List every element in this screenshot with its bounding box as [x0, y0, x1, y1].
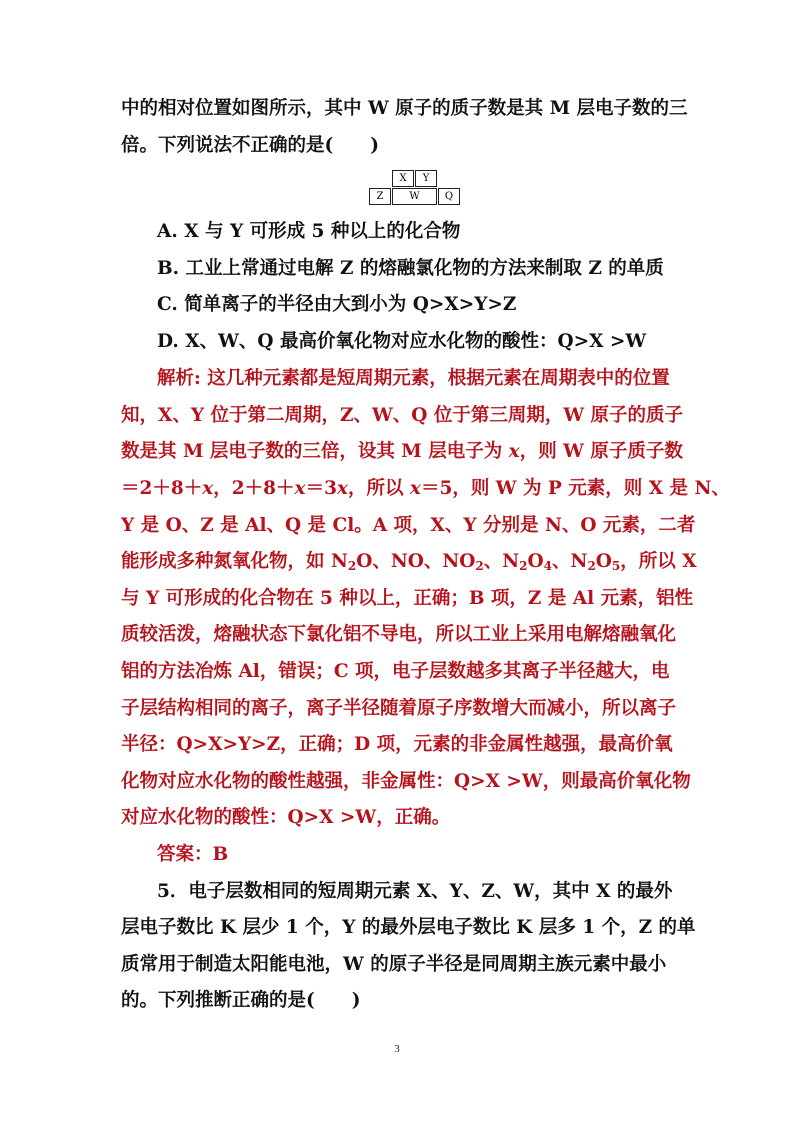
analysis-line-13: 对应水化物的酸性：Q>X >W，正确。	[121, 807, 451, 828]
analysis-text: 、N	[552, 551, 588, 572]
table-cell-x: X	[392, 170, 414, 187]
subscript: 4	[543, 559, 553, 573]
analysis-text: ＝2＋8＋	[121, 478, 203, 499]
analysis-text: 数是其 M 层电子数的三倍，设其 M 层电子为	[121, 441, 509, 462]
analysis-line-11: 半径：Q>X>Y>Z，正确；D 项，元素的非金属性越强，最高价氧	[121, 734, 673, 755]
subscript: 2	[519, 559, 528, 573]
variable-x: x	[202, 478, 214, 499]
variable-x: x	[336, 478, 348, 499]
variable-x: x	[294, 478, 306, 499]
option-a: A. X 与 Y 可形成 5 种以上的化合物	[157, 221, 461, 242]
q5-line-2: 层电子数比 K 层少 1 个，Y 的最外层电子数比 K 层多 1 个，Z 的单	[121, 917, 696, 938]
q4-stem-line-2: 倍。下列说法不正确的是( )	[121, 135, 380, 156]
answer: 答案：B	[157, 844, 229, 865]
q5-line-3: 质常用于制造太阳能电池，W 的原子半径是同周期主族元素中最小	[121, 954, 667, 975]
subscript: 2	[587, 559, 596, 573]
analysis-text: 能形成多种氮氧化物，如 N	[121, 551, 348, 572]
q5-line-4: 的。下列推断正确的是( )	[121, 990, 361, 1011]
table-cell-q: Q	[438, 188, 460, 205]
analysis-text: ＝5，则 W 为 P 元素，则 X 是 N、	[420, 478, 730, 499]
page-number: 3	[394, 1043, 400, 1055]
analysis-line-2: 知，X、Y 位于第二周期，Z、W、Q 位于第三周期，W 原子的质子	[121, 405, 684, 426]
analysis-text: ，则 W 原子质子数	[519, 441, 683, 462]
analysis-line-9: 铝的方法冶炼 Al，错误；C 项，电子层数越多其离子半径越大，电	[121, 661, 670, 682]
variable-x: x	[508, 441, 520, 462]
analysis-line-4	[121, 477, 794, 501]
analysis-text: O、NO、NO	[356, 551, 476, 572]
q4-stem-line-1: 中的相对位置如图所示，其中 W 原子的质子数是其 M 层电子数的三	[121, 98, 688, 119]
analysis-line-3	[121, 440, 794, 464]
analysis-text: O	[527, 551, 544, 572]
analysis-text: : 这几种元素都是短周期元素，根据元素在周期表中的位置	[194, 368, 670, 389]
table-cell-y: Y	[415, 170, 437, 187]
analysis-text: ，2＋8＋	[213, 478, 295, 499]
analysis-label: 解析	[157, 368, 195, 389]
analysis-text: O	[595, 551, 612, 572]
subscript: 2	[347, 559, 357, 573]
option-b: B. 工业上常通过电解 Z 的熔融氯化物的方法来制取 Z 的单质	[157, 258, 664, 279]
periodic-table-fragment	[369, 170, 461, 206]
analysis-line-7: 与 Y 可形成的化合物在 5 种以上，正确；B 项，Z 是 Al 元素，铝性	[121, 588, 694, 609]
variable-x: x	[409, 478, 421, 499]
analysis-line-8: 质较活泼，熔融状态下氯化铝不导电，所以工业上采用电解熔融氧化	[121, 624, 677, 645]
analysis-line-5: Y 是 O、Z 是 Al、Q 是 Cl。A 项，X、Y 分别是 N、O 元素，二者	[121, 515, 696, 536]
analysis-text: ，所以	[347, 478, 410, 499]
analysis-text: ，所以 X	[620, 551, 697, 572]
option-d: D. X、W、Q 最高价氧化物对应水化物的酸性：Q>X >W	[157, 331, 647, 352]
q5-line-1: 5．电子层数相同的短周期元素 X、Y、Z、W，其中 X 的最外	[157, 881, 673, 902]
analysis-line-6	[121, 550, 794, 574]
analysis-text: ＝3	[305, 478, 337, 499]
analysis-line-12: 化物对应水化物的酸性越强，非金属性：Q>X >W，则最高价氧化物	[121, 771, 691, 792]
analysis-line-1	[157, 367, 794, 391]
table-cell-w: W	[392, 188, 437, 205]
table-cell-z: Z	[369, 188, 391, 205]
analysis-text: 、N	[483, 551, 520, 572]
subscript: 5	[611, 559, 621, 573]
option-c: C. 简单离子的半径由大到小为 Q>X>Y>Z	[157, 294, 517, 315]
analysis-line-10: 子层结构相同的离子，离子半径随着原子序数增大而减小，所以离子	[121, 698, 677, 719]
subscript: 2	[475, 559, 484, 573]
